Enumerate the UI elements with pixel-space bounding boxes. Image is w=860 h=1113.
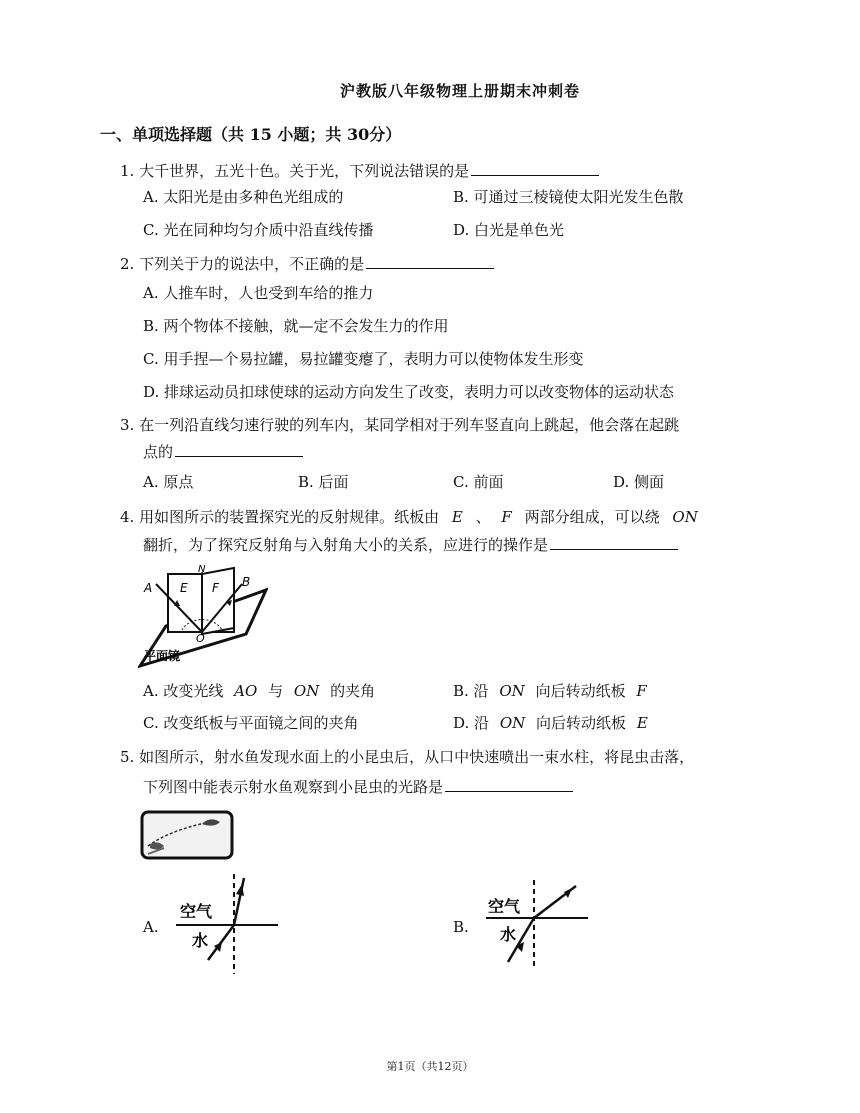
q5-option-a-diagram[interactable] [170, 870, 282, 976]
q4-on-label: ON [672, 508, 698, 526]
q4-stem-text: 4. 用如图所示的装置探究光的反射规律。纸板由 [120, 508, 440, 526]
fig-label-a: A [144, 581, 153, 595]
question-2 [120, 253, 494, 274]
q4-b-post: 向后转动纸板 [535, 682, 626, 700]
q5-stem-cont: 下列图中能表示射水鱼观察到小昆虫的光路是 [143, 778, 444, 796]
fig-label-f: F [212, 581, 219, 595]
q1-option-b[interactable]: B. 可通过三棱镜使太阳光发生色散 [453, 188, 684, 206]
q4-a-text: A. 改变光线 [143, 682, 224, 700]
q2-option-c[interactable]: C. 用手捏—个易拉罐，易拉罐变瘪了，表明力可以使物体发生形变 [143, 350, 584, 368]
q4-option-c[interactable]: C. 改变纸板与平面镜之间的夹角 [143, 714, 359, 732]
question-2-stem: 2. 下列关于力的说法中，不正确的是 [120, 255, 365, 273]
q4-a-post: 的夹角 [330, 682, 376, 700]
reflection-apparatus-figure [138, 562, 268, 670]
q4-e-label: E [451, 508, 463, 526]
question-3-stem-line2 [143, 441, 303, 462]
q4-b-text: B. 沿 [453, 682, 489, 700]
question-3-stem-cont: 点的 [143, 443, 174, 461]
q3-option-c[interactable]: C. 前面 [453, 473, 504, 491]
q4-d-text: D. 沿 [453, 714, 490, 732]
q4-a-on: ON [293, 682, 320, 700]
q1-option-c[interactable]: C. 光在同种均匀介质中沿直线传播 [143, 221, 374, 239]
question-1 [120, 160, 599, 181]
q4-option-d[interactable] [453, 712, 648, 733]
q4-stem-cont: 翻折，为了探究反射角与入射角大小的关系，应进行的操作是 [143, 536, 549, 554]
page-title: 沪教版八年级物理上册期末冲刺卷 [339, 82, 580, 100]
question-4-stem-line2 [143, 534, 678, 555]
q4-f-label: F [501, 508, 512, 526]
fig-label-n: N [198, 564, 206, 575]
answer-blank[interactable] [366, 254, 494, 269]
q4-option-a[interactable] [143, 680, 375, 701]
answer-blank[interactable] [175, 442, 303, 457]
q5-b-water-label: 水 [500, 925, 517, 944]
answer-blank[interactable] [445, 777, 573, 792]
question-4-stem [120, 506, 698, 527]
q4-d-on: ON [499, 714, 526, 732]
archer-fish-image [140, 808, 236, 862]
q5-option-b-diagram[interactable] [480, 876, 592, 972]
q4-option-b[interactable] [453, 680, 647, 701]
answer-blank[interactable] [471, 161, 599, 176]
fig-label-mirror: 平面镜 [144, 649, 181, 663]
q3-option-a[interactable]: A. 原点 [143, 473, 194, 491]
q1-option-a[interactable]: A. 太阳光是由多种色光组成的 [143, 188, 344, 206]
question-3-stem: 3. 在一列沿直线匀速行驶的列车内，某同学相对于列车竖直向上跳起，他会落在起跳 [120, 416, 680, 434]
q1-option-d[interactable]: D. 白光是单色光 [453, 221, 565, 239]
q2-option-a[interactable]: A. 人推车时，人也受到车给的推力 [143, 284, 374, 302]
q5-option-b-label[interactable]: B. [453, 918, 469, 936]
q3-option-b[interactable]: B. 后面 [298, 473, 349, 491]
fig-label-b: B [242, 575, 251, 589]
question-1-stem: 1. 大千世界，五光十色。关于光，下列说法错误的是 [120, 162, 470, 180]
question-5-stem: 5. 如图所示，射水鱼发现水面上的小昆虫后，从口中快速喷出一束水柱，将昆虫击落， [120, 748, 695, 766]
question-5-stem-line2 [143, 776, 573, 797]
q4-b-f: F [636, 682, 647, 700]
q4-a-ao: AO [234, 682, 258, 700]
q5-a-water-label: 水 [192, 931, 209, 950]
q5-option-a-label[interactable]: A. [143, 918, 159, 936]
page-footer: 第1页（共12页） [386, 1060, 474, 1073]
fig-label-e: E [180, 581, 188, 595]
fig-label-o: O [196, 632, 205, 645]
section-heading: 一、单项选择题（共 15 小题；共 30分） [100, 125, 402, 144]
q4-stem-mid: 两部分组成，可以绕 [524, 508, 660, 526]
q4-d-e: E [636, 714, 648, 732]
q4-b-on: ON [499, 682, 525, 700]
answer-blank[interactable] [550, 535, 678, 550]
q2-option-d[interactable]: D. 排球运动员扣球使球的运动方向发生了改变，表明力可以改变物体的运动状态 [143, 383, 675, 401]
q5-b-air-label: 空气 [488, 897, 521, 916]
q2-option-b[interactable]: B. 两个物体不接触，就—定不会发生力的作用 [143, 317, 449, 335]
q4-separator: 、 [475, 508, 491, 526]
q4-d-post: 向后转动纸板 [536, 714, 627, 732]
q4-a-mid: 与 [268, 682, 284, 700]
q3-option-d[interactable]: D. 侧面 [613, 473, 665, 491]
q5-a-air-label: 空气 [180, 902, 213, 921]
